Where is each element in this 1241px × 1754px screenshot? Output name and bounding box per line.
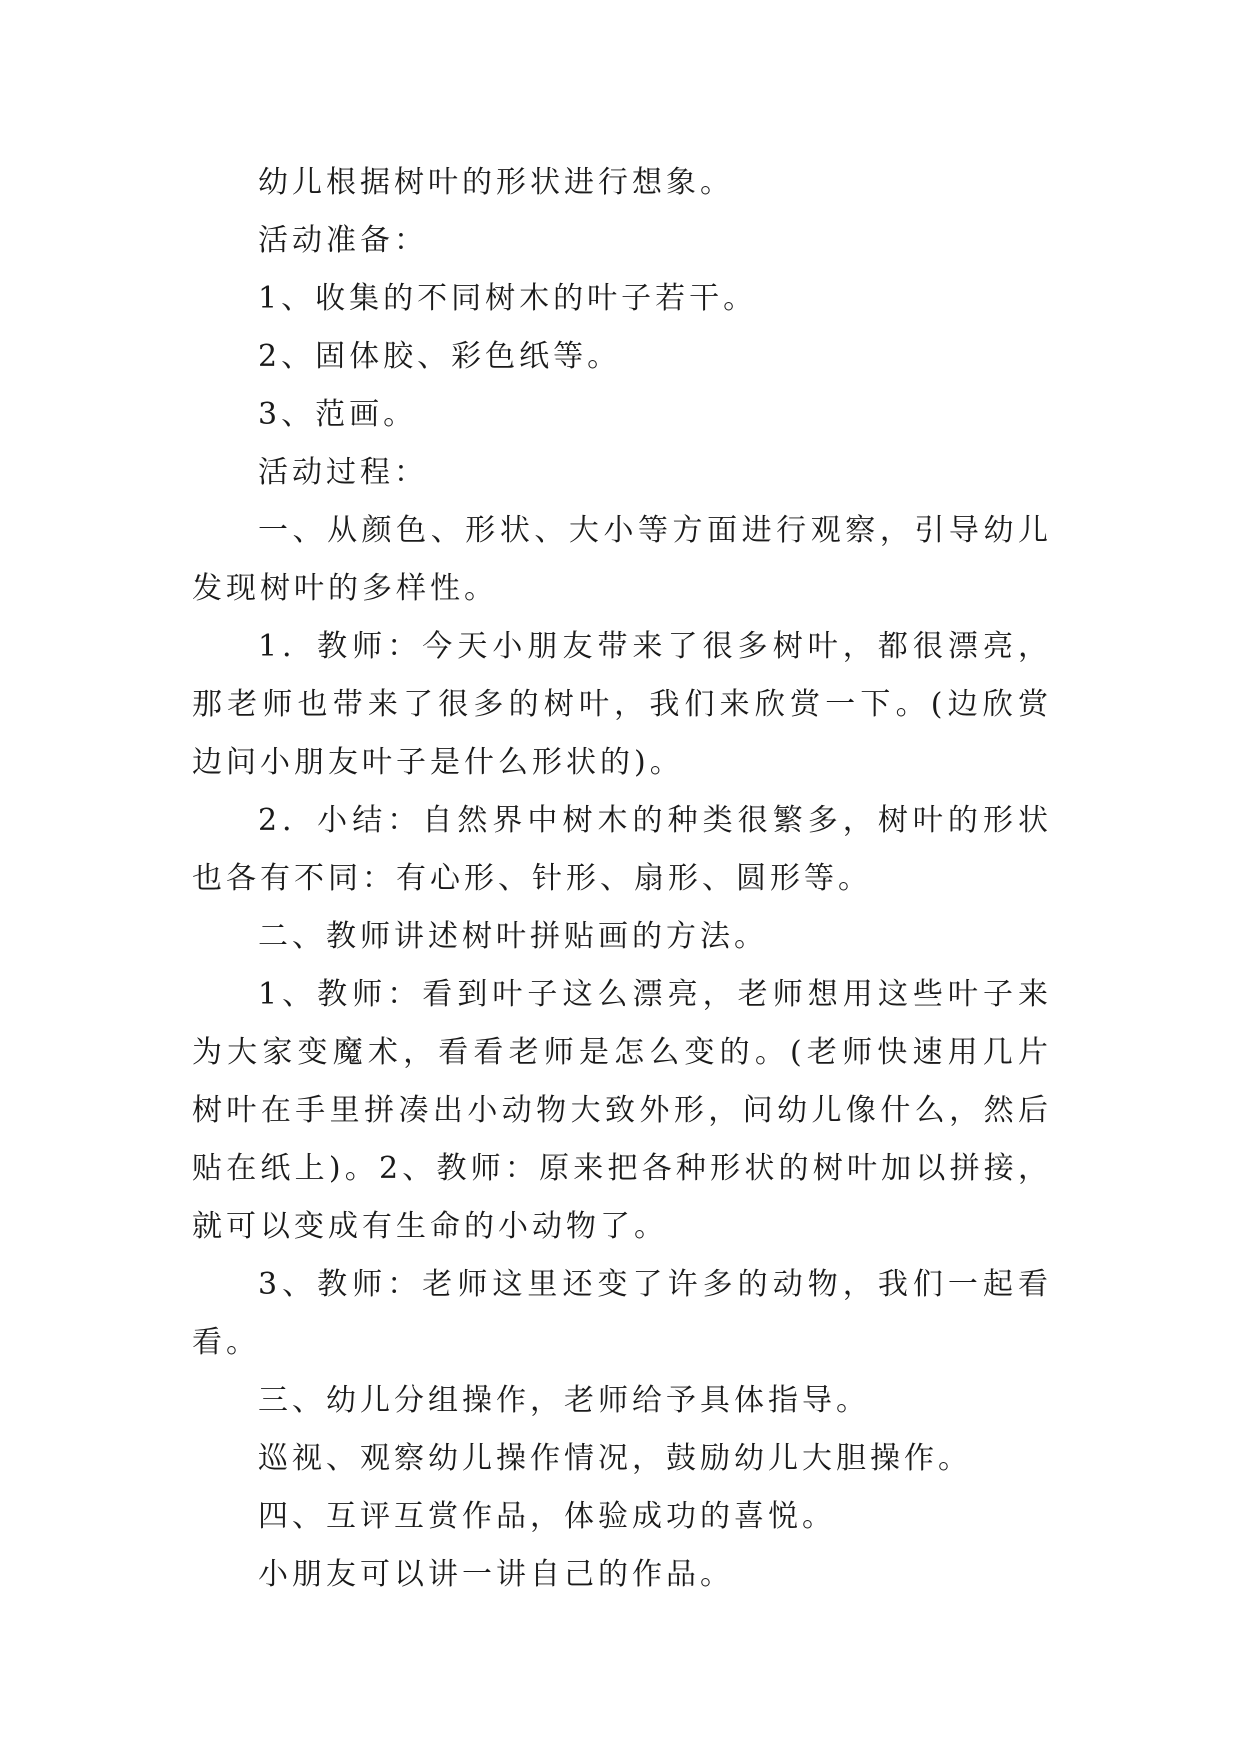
process-step-1-item-2: 2．小结：自然界中树木的种类很繁多，树叶的形状也各有不同：有心形、针形、扇形、圆形等。 (192, 803, 1052, 896)
process-step-4: 四、互评互赏作品，体验成功的喜悦。 (258, 1499, 836, 1534)
process-step-1-item-1: 1．教师：今天小朋友带来了很多树叶，都很漂亮，那老师也带来了很多的树叶，我们来欣赏一下。(边欣赏边问小朋友叶子是什么形状的)。 (192, 629, 1052, 780)
process-step-1: 一、从颜色、形状、大小等方面进行观察，引导幼儿发现树叶的多样性。 (192, 513, 1052, 606)
process-step-2-items-1-2: 1、教师：看到叶子这么漂亮，老师想用这些叶子来为大家变魔术，看看老师是怎么变的。(老师快速用几片树叶在手里拼凑出小动物大致外形，问幼儿像什么，然后贴在纸上)。2、教师：原来把各种形状的树叶加以拼接，就可以变成有生命的小动物了。 (192, 977, 1052, 1244)
prep-item-1: 1、收集的不同树木的叶子若干。 (258, 281, 758, 316)
process-step-2-item-3: 3、教师：老师这里还变了许多的动物，我们一起看看。 (192, 1267, 1052, 1360)
paragraph-imagination: 幼儿根据树叶的形状进行想象。 (258, 165, 734, 200)
process-step-2: 二、教师讲述树叶拼贴画的方法。 (258, 919, 768, 954)
heading-process: 活动过程： (258, 455, 428, 490)
prep-item-2: 2、固体胶、彩色纸等。 (258, 339, 622, 374)
process-step-3-detail: 巡视、观察幼儿操作情况，鼓励幼儿大胆操作。 (258, 1441, 972, 1476)
process-step-4-detail: 小朋友可以讲一讲自己的作品。 (258, 1557, 734, 1592)
prep-item-3: 3、范画。 (258, 397, 418, 432)
document-body (192, 154, 1052, 1604)
heading-preparation: 活动准备： (258, 223, 428, 258)
process-step-3: 三、幼儿分组操作，老师给予具体指导。 (258, 1383, 870, 1418)
